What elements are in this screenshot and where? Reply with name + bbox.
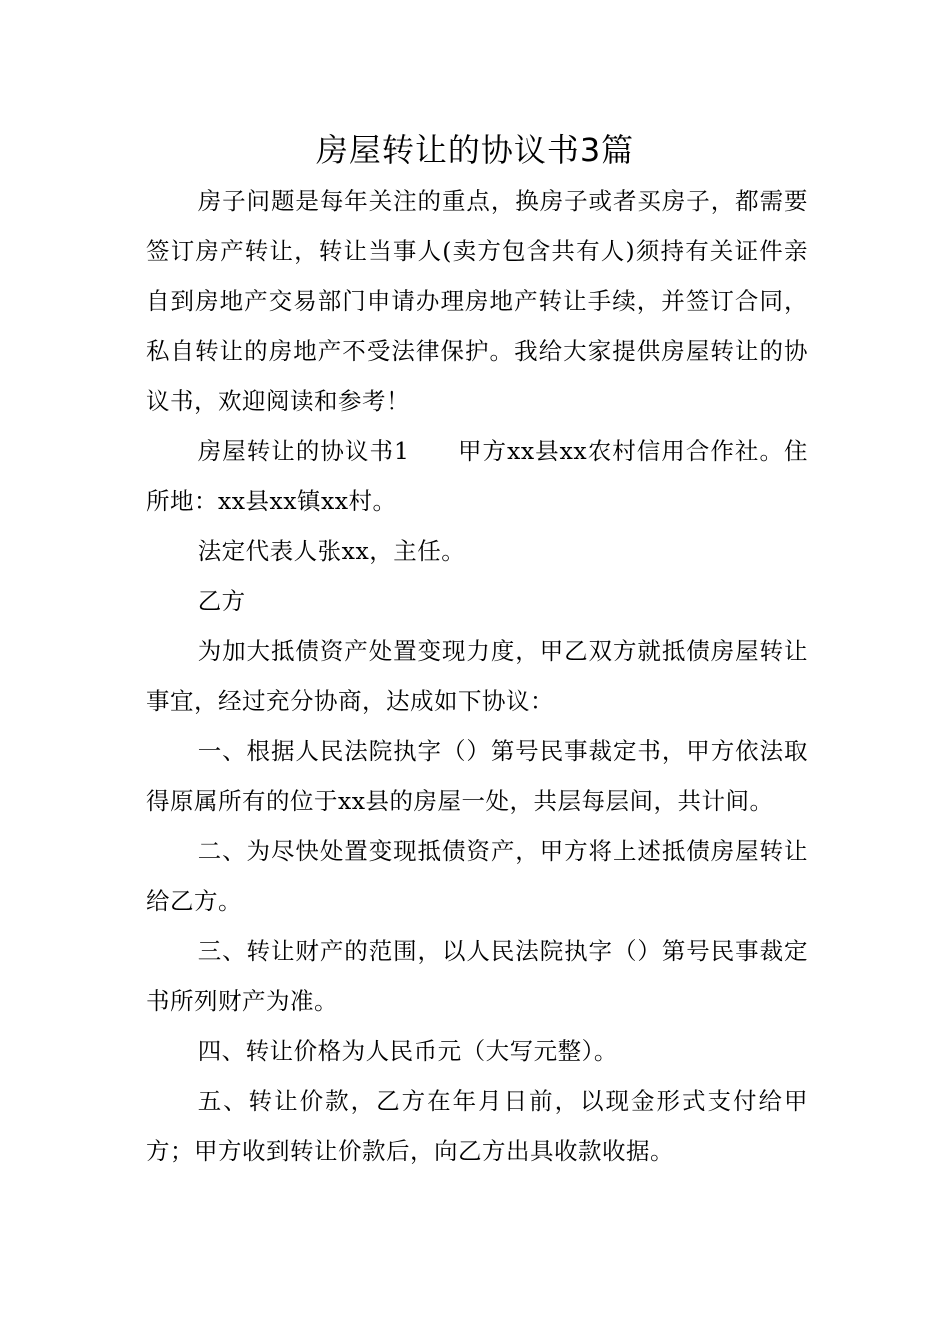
agreement-intro-paragraph: 为加大抵债资产处置变现力度，甲乙双方就抵债房屋转让事宜，经过充分协商，达成如下协议：	[146, 637, 808, 715]
intro-paragraph: 房子问题是每年关注的重点，换房子或者买房子，都需要签订房产转让，转让当事人(卖方包含共有人)须持有关证件亲自到房地产交易部门申请办理房地产转让手续，并签订合同，私自转让的房地产不受法律保护。我给大家提供房屋转让的协议书，欢迎阅读和参考！	[146, 187, 808, 415]
clause-5-paragraph: 五、转让价款，乙方在年月日前，以现金形式支付给甲方；甲方收到转让价款后，向乙方出具收款收据。	[146, 1087, 808, 1165]
document-title: 房屋转让的协议书3篇	[315, 131, 635, 169]
document-body	[146, 176, 808, 1176]
section-heading: 房屋转让的协议书1	[197, 437, 410, 465]
clause-2-paragraph: 二、为尽快处置变现抵债资产，甲方将上述抵债房屋转让给乙方。	[146, 837, 808, 915]
section-heading-paragraph	[146, 426, 808, 526]
clause-3-paragraph: 三、转让财产的范围，以人民法院执字（）第号民事裁定书所列财产为准。	[146, 937, 808, 1015]
party-b-paragraph: 乙方	[197, 587, 246, 615]
clause-4-paragraph: 四、转让价格为人民币元（大写元整）。	[197, 1037, 618, 1065]
clause-1-paragraph: 一、根据人民法院执字（）第号民事裁定书，甲方依法取得原属所有的位于xx县的房屋一处，共层每层间，共计间。	[146, 737, 808, 815]
party-a-text: 甲方xx县xx农村信用合作社。住所地：xx县xx镇xx村。	[146, 437, 809, 515]
legal-representative-paragraph: 法定代表人张xx，主任。	[197, 537, 466, 565]
